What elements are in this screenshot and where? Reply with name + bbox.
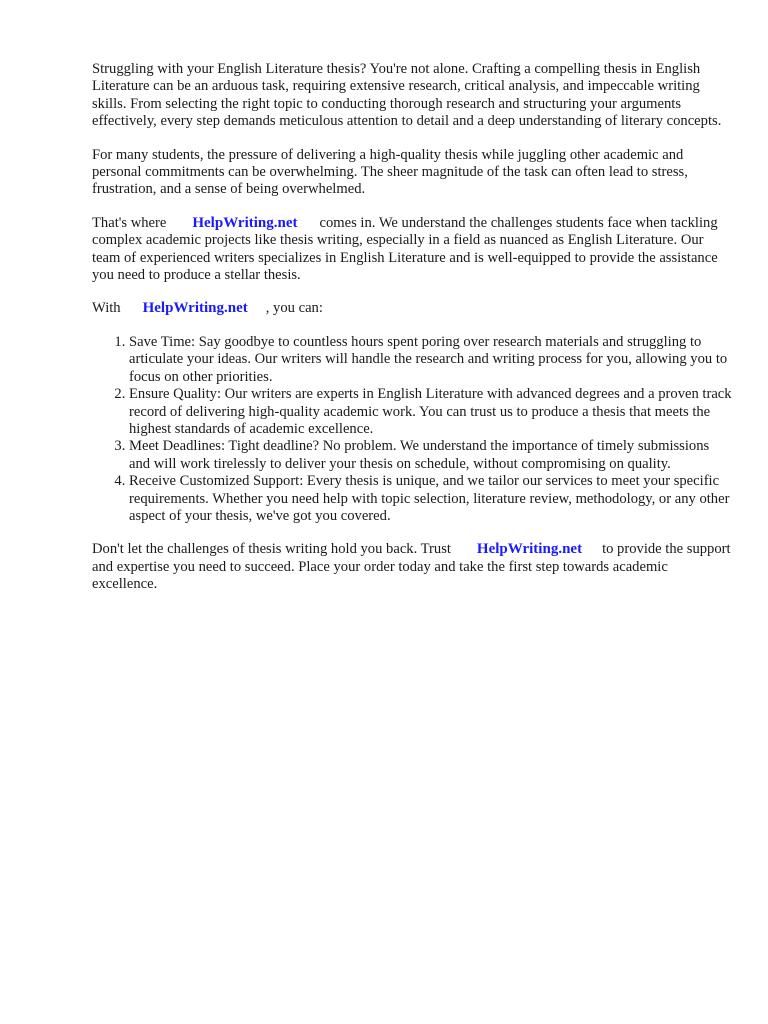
document-page bbox=[92, 61, 732, 610]
service-paragraph-rest: comes in. We understand the challenges students face when tackling complex academic projects like thesis writing, especially in a field as nuanced as English Literature. Our team of experienced writers specializes in English Literature and is well-equipped to provide the assistance you need to produce a stellar thesis. bbox=[92, 214, 718, 284]
list-item: 4. Receive Customized Support: Every thesis is unique, and we tailor our services to meet your specific requirements. Whether you need help with topic selection, literature review, methodology, or any other aspect of your thesis, we've got you covered. bbox=[129, 473, 732, 525]
benefits-intro-paragraph bbox=[92, 300, 732, 317]
list-item: 1. Save Time: Say goodbye to countless hours spent poring over research materials and struggling to articulate your ideas. Our writers will handle the research and writing process for you, allowing you to focus on other priorities. bbox=[129, 334, 732, 386]
benefits-list bbox=[92, 334, 732, 525]
list-item: 2. Ensure Quality: Our writers are experts in English Literature with advanced degrees and a proven track record of delivering high-quality academic work. You can trust us to produce a thesis that meets the highest standards of academic excellence. bbox=[129, 386, 732, 438]
pressure-paragraph: For many students, the pressure of delivering a high-quality thesis while juggling other academic and personal commitments can be overwhelming. The sheer magnitude of the task can often lead to stress, frustration, and a sense of being overwhelmed. bbox=[92, 146, 688, 198]
service-paragraph-lead: That's where bbox=[92, 214, 167, 231]
benefits-intro-rest: , you can: bbox=[265, 300, 323, 317]
closing-paragraph-lead: Don't let the challenges of thesis writing hold you back. Trust bbox=[92, 541, 451, 558]
service-paragraph bbox=[92, 215, 732, 285]
list-item: 3. Meet Deadlines: Tight deadline? No problem. We understand the importance of timely submissions and will work tirelessly to deliver your thesis on schedule, without compromising on quality. bbox=[129, 438, 732, 473]
helpwriting-link-3[interactable]: HelpWriting.net bbox=[476, 541, 583, 558]
benefits-intro-lead: With bbox=[92, 300, 121, 317]
closing-paragraph-rest: to provide the support and expertise you need to succeed. Place your order today and take the first step towards academic excellence. bbox=[92, 541, 731, 593]
intro-paragraph: Struggling with your English Literature thesis? You're not alone. Crafting a compelling thesis in English Literature can be an arduous task, requiring extensive research, critical analysis, and impeccable writing skills. From selecting the right topic to conducting thorough research and structuring your arguments effectively, every step demands meticulous attention to detail and a deep understanding of literary concepts. bbox=[92, 61, 722, 130]
helpwriting-link-2[interactable]: HelpWriting.net bbox=[142, 300, 248, 317]
helpwriting-link-1[interactable]: HelpWriting.net bbox=[192, 214, 298, 231]
closing-paragraph bbox=[92, 541, 732, 593]
